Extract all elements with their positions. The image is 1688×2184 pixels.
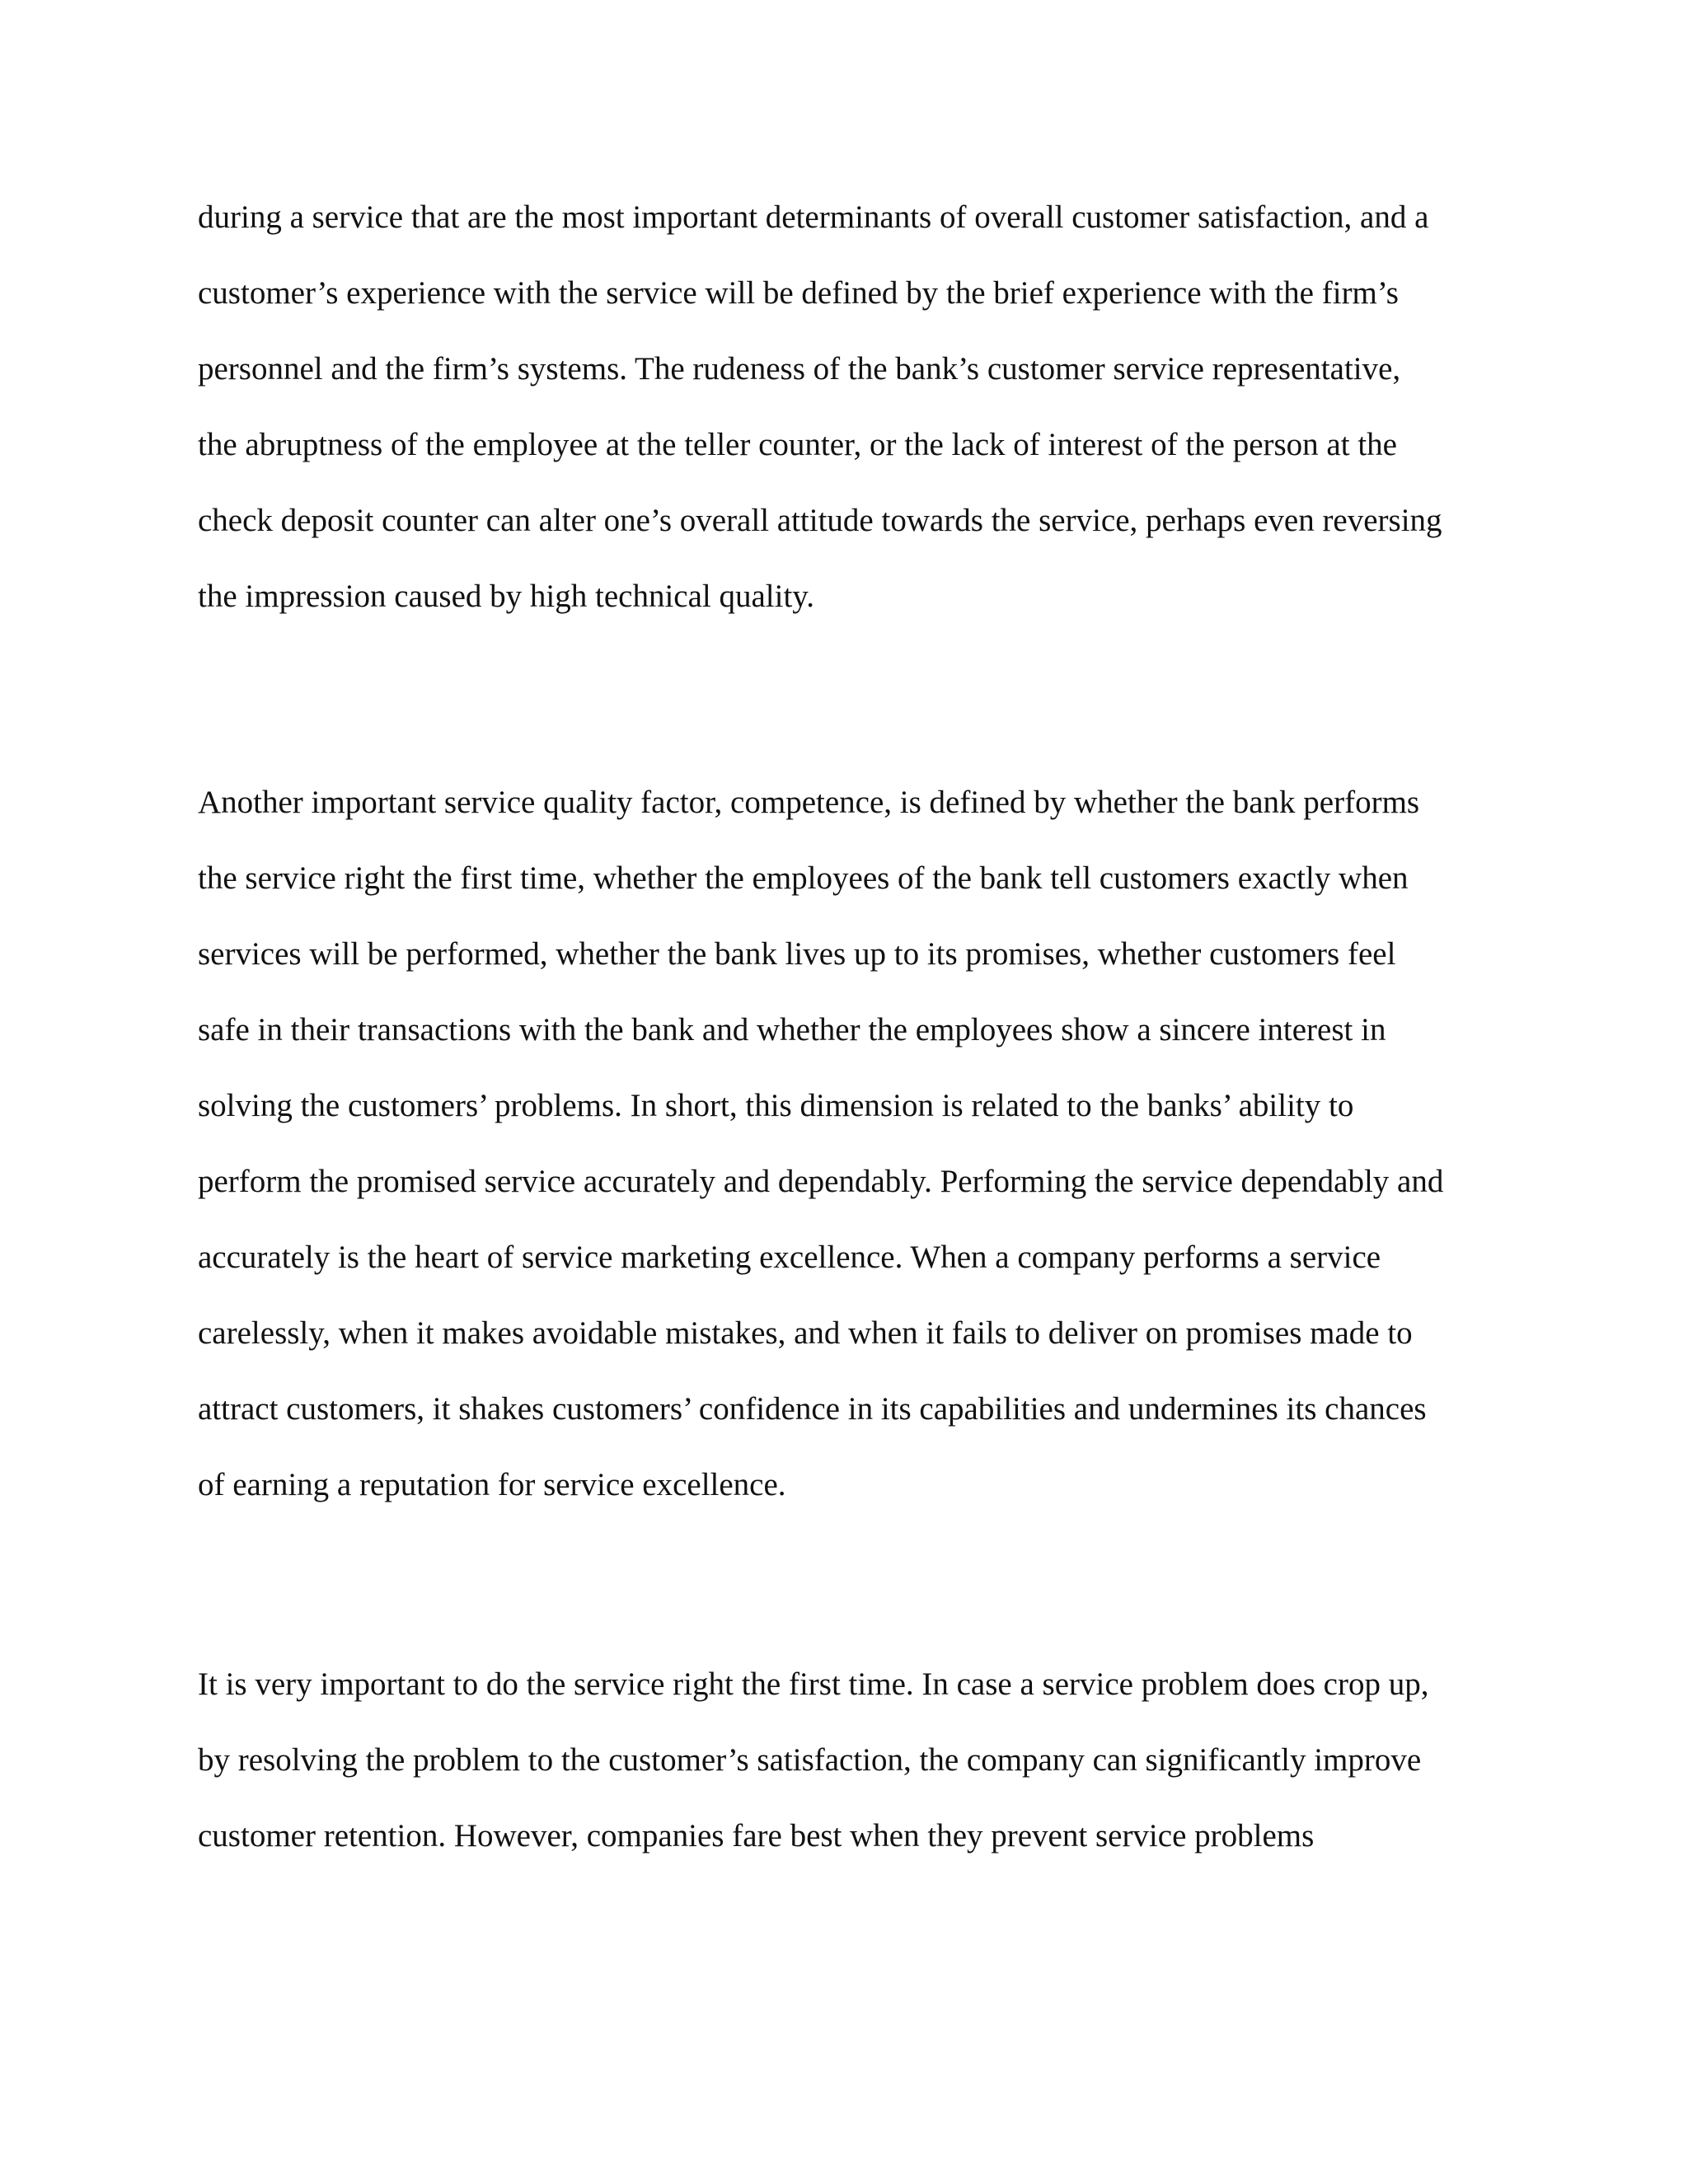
paragraph-line: personnel and the firm’s systems. The rudeness of the bank’s customer service representative, (198, 351, 1401, 387)
paragraph-line: the service right the first time, whether the employees of the bank tell customers exactly when (198, 860, 1409, 896)
paragraph-line: perform the promised service accurately and dependably. Performing the service dependably and (198, 1164, 1444, 1199)
paragraph-line: the impression caused by high technical quality. (198, 579, 815, 614)
paragraph-line: solving the customers’ problems. In short, this dimension is related to the banks’ ability to (198, 1088, 1354, 1123)
paragraph-line: the abruptness of the employee at the teller counter, or the lack of interest of the person at the (198, 427, 1397, 462)
paragraph-line: customer retention. However, companies fare best when they prevent service problems (198, 1818, 1315, 1854)
paragraph-2 (198, 765, 1517, 1523)
paragraph-line: during a service that are the most important determinants of overall customer satisfaction, and a (198, 199, 1429, 235)
paragraph-line: customer’s experience with the service will be defined by the brief experience with the firm’s (198, 275, 1399, 311)
paragraph-line: of earning a reputation for service excellence. (198, 1467, 786, 1502)
paragraph-1 (198, 180, 1517, 635)
paragraph-line: carelessly, when it makes avoidable mistakes, and when it fails to deliver on promises made to (198, 1315, 1413, 1351)
paragraph-line: by resolving the problem to the customer’s satisfaction, the company can significantly improve (198, 1742, 1422, 1778)
paragraph-line: attract customers, it shakes customers’ confidence in its capabilities and undermines its chances (198, 1391, 1427, 1427)
paragraph-line: safe in their transactions with the bank and whether the employees show a sincere interest in (198, 1012, 1386, 1047)
paragraph-line: accurately is the heart of service marketing excellence. When a company performs a service (198, 1240, 1381, 1275)
paragraph-line: It is very important to do the service right the first time. In case a service problem does crop up, (198, 1666, 1429, 1702)
paragraph-line: Another important service quality factor, competence, is defined by whether the bank performs (198, 785, 1420, 820)
paragraph-line: check deposit counter can alter one’s overall attitude towards the service, perhaps even reversing (198, 503, 1442, 538)
paragraph-3 (198, 1647, 1517, 1874)
paragraph-line: services will be performed, whether the bank lives up to its promises, whether customers feel (198, 936, 1396, 972)
